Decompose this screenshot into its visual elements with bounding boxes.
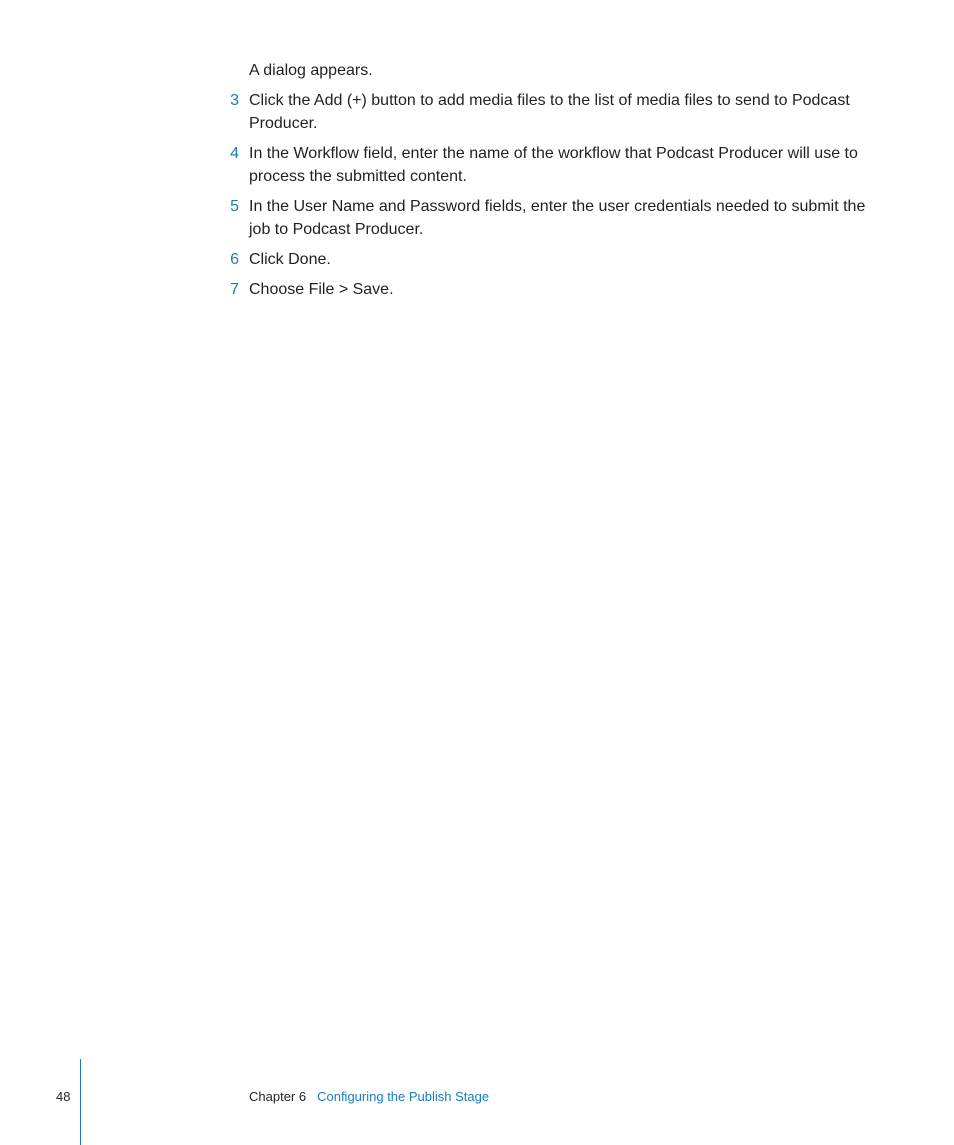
step-text: In the User Name and Password fields, enter the user credentials needed to submit the job to Podcast Producer.	[249, 198, 866, 238]
step-number: 5	[230, 198, 239, 215]
footer-chapter	[249, 1087, 489, 1107]
step-text: Choose File > Save.	[249, 281, 394, 298]
step-number: 3	[230, 92, 239, 109]
footer-divider	[80, 1059, 81, 1145]
chapter-label: Chapter 6	[249, 1089, 307, 1104]
page-number: 48	[56, 1089, 71, 1104]
step-text: Click the Add (+) button to add media files to the list of media files to send to Podcast Producer.	[249, 92, 850, 132]
chapter-title: Configuring the Publish Stage	[317, 1089, 490, 1104]
step-text: Click Done.	[249, 251, 331, 268]
step-text: In the Workflow field, enter the name of the workflow that Podcast Producer will use to process the submitted content.	[249, 145, 858, 185]
intro-text: A dialog appears.	[249, 62, 373, 79]
step-number: 6	[230, 251, 239, 268]
step-number: 7	[230, 281, 239, 298]
step-number: 4	[230, 145, 239, 162]
